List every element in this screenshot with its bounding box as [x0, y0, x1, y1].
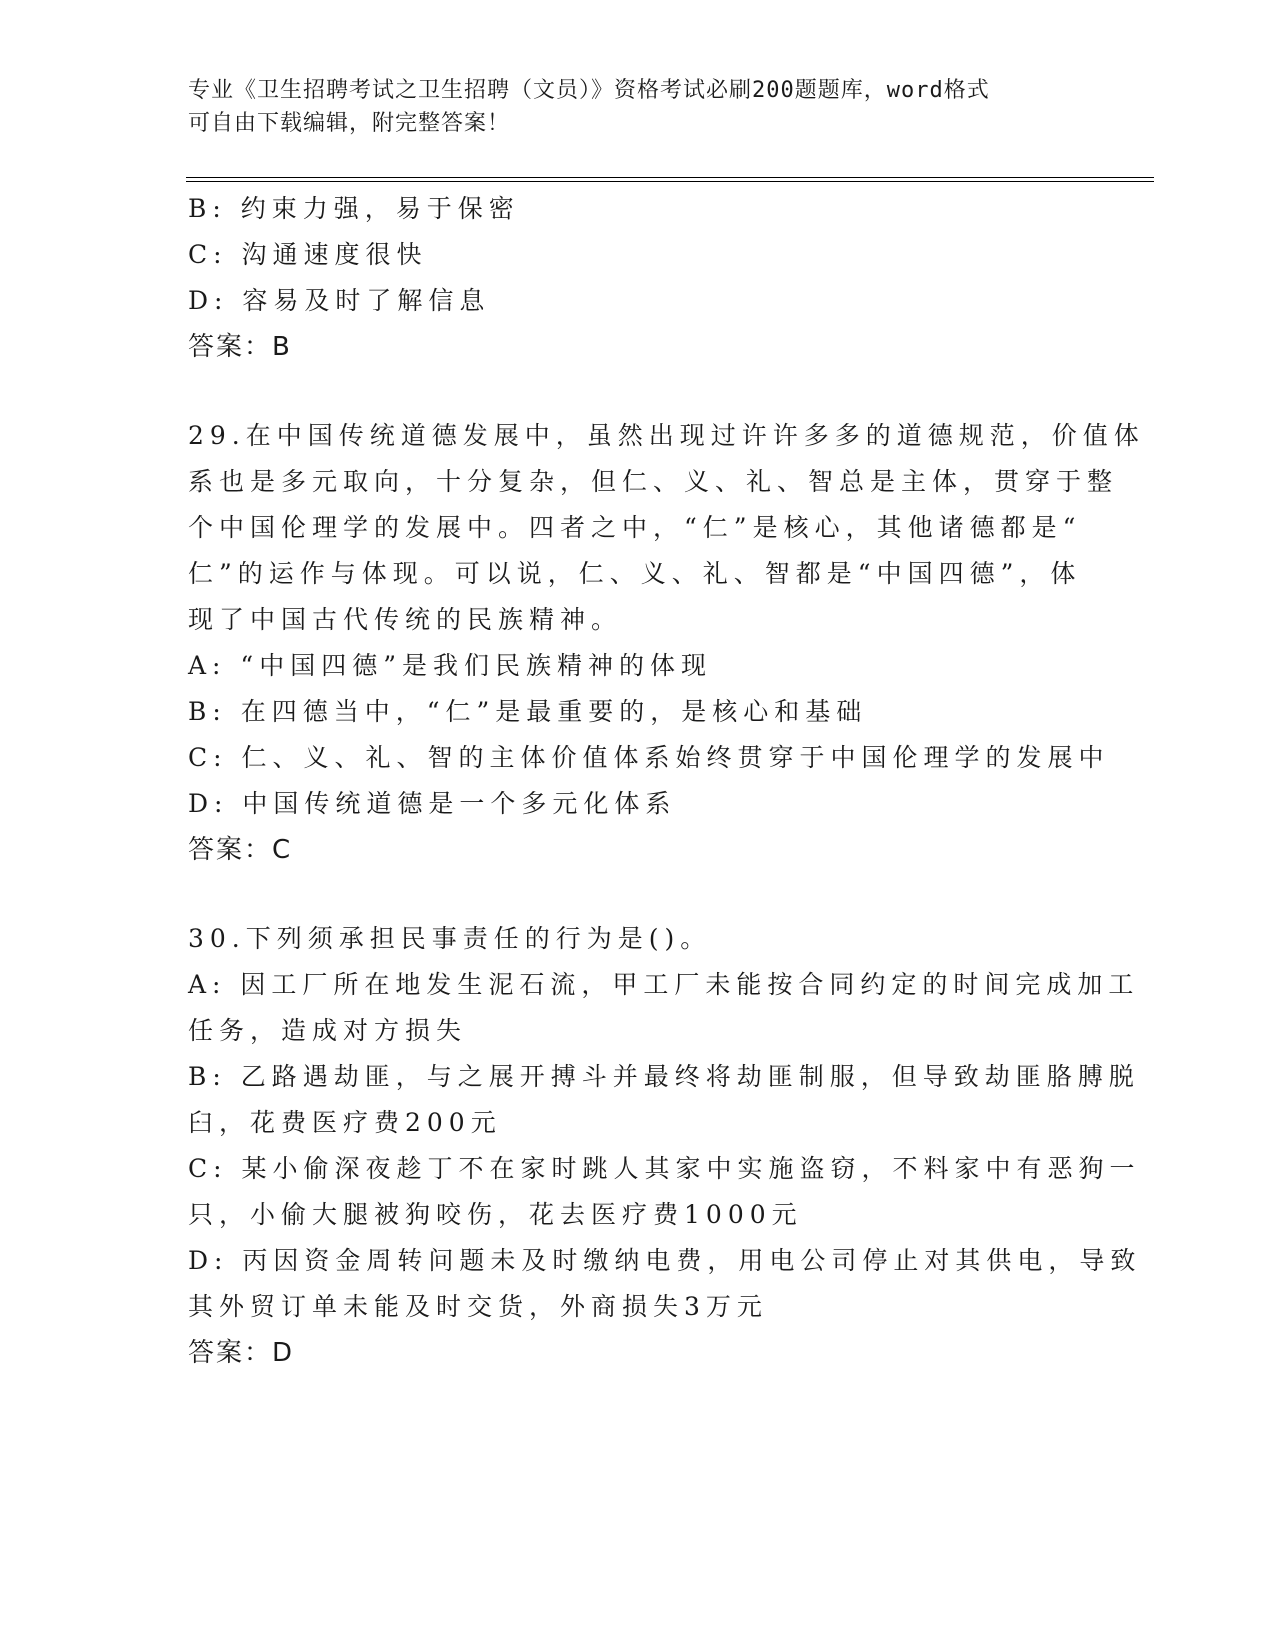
q28-answer: 答案：B — [188, 332, 292, 362]
question-29-block — [188, 413, 1145, 873]
q29-option-c: C: 仁、义、礼、智的主体价值体系始终贯穿于中国伦理学的发展中 — [188, 743, 1110, 772]
q28-option-d: D: 容易及时了解信息 — [188, 286, 491, 315]
q29-option-b: B: 在四德当中，“仁”是最重要的，是核心和基础 — [188, 697, 868, 726]
q29-stem-line: 系也是多元取向，十分复杂，但仁、义、礼、智总是主体，贯穿于整 — [188, 467, 1119, 496]
q30-option-a: A: 因工厂所在地发生泥石流，甲工厂未能按合同约定的时间完成加工 — [188, 970, 1140, 999]
header-line-1: 专业《卫生招聘考试之卫生招聘（文员）》资格考试必刷200题题库，word格式 — [188, 78, 990, 103]
header-rule-bottom — [186, 181, 1154, 182]
q29-stem-line: 仁”的运作与体现。可以说，仁、义、礼、智都是“中国四德”，体 — [188, 559, 1082, 588]
spacer — [188, 370, 1088, 413]
q28-option-b: B: 约束力强，易于保密 — [188, 194, 520, 223]
q30-stem: 30.下列须承担民事责任的行为是()。 — [188, 924, 712, 953]
q30-option-b: B: 乙路遇劫匪，与之展开搏斗并最终将劫匪制服，但导致劫匪胳膊脱 — [188, 1062, 1140, 1091]
q30-option-a-cont: 任务，造成对方损失 — [188, 1016, 468, 1045]
q29-answer: 答案：C — [188, 835, 293, 865]
q29-stem-line: 现了中国古代传统的民族精神。 — [188, 605, 623, 634]
header-rule-top — [186, 177, 1154, 178]
q29-stem-line: 29.在中国传统道德发展中，虽然出现过许许多多的道德规范，价值体 — [188, 421, 1145, 450]
q30-option-d-cont: 其外贸订单未能及时交货，外商损失3万元 — [188, 1292, 768, 1321]
q28-option-c: C: 沟通速度很快 — [188, 240, 428, 269]
q30-answer: 答案：D — [188, 1338, 295, 1368]
spacer — [188, 873, 1088, 916]
question-30-block — [188, 916, 1142, 1376]
q30-option-c-cont: 只，小偷大腿被狗咬伤，花去医疗费1000元 — [188, 1200, 803, 1229]
q29-option-d: D: 中国传统道德是一个多元化体系 — [188, 789, 677, 818]
q29-option-a: A: “中国四德”是我们民族精神的体现 — [188, 651, 712, 680]
q30-option-c: C: 某小偷深夜趁丁不在家时跳人其家中实施盗窃，不料家中有恶狗一 — [188, 1154, 1141, 1183]
q30-option-d: D: 丙因资金周转问题未及时缴纳电费，用电公司停止对其供电，导致 — [188, 1246, 1142, 1275]
document-body — [188, 186, 1145, 1376]
q30-option-b-cont: 臼，花费医疗费200元 — [188, 1108, 502, 1137]
q29-stem-line: 个中国伦理学的发展中。四者之中，“仁”是核心，其他诸德都是“ — [188, 513, 1082, 542]
question-28-block — [188, 186, 1088, 370]
header-line-2: 可自由下载编辑，附完整答案！ — [188, 111, 511, 136]
document-header — [188, 74, 1068, 140]
